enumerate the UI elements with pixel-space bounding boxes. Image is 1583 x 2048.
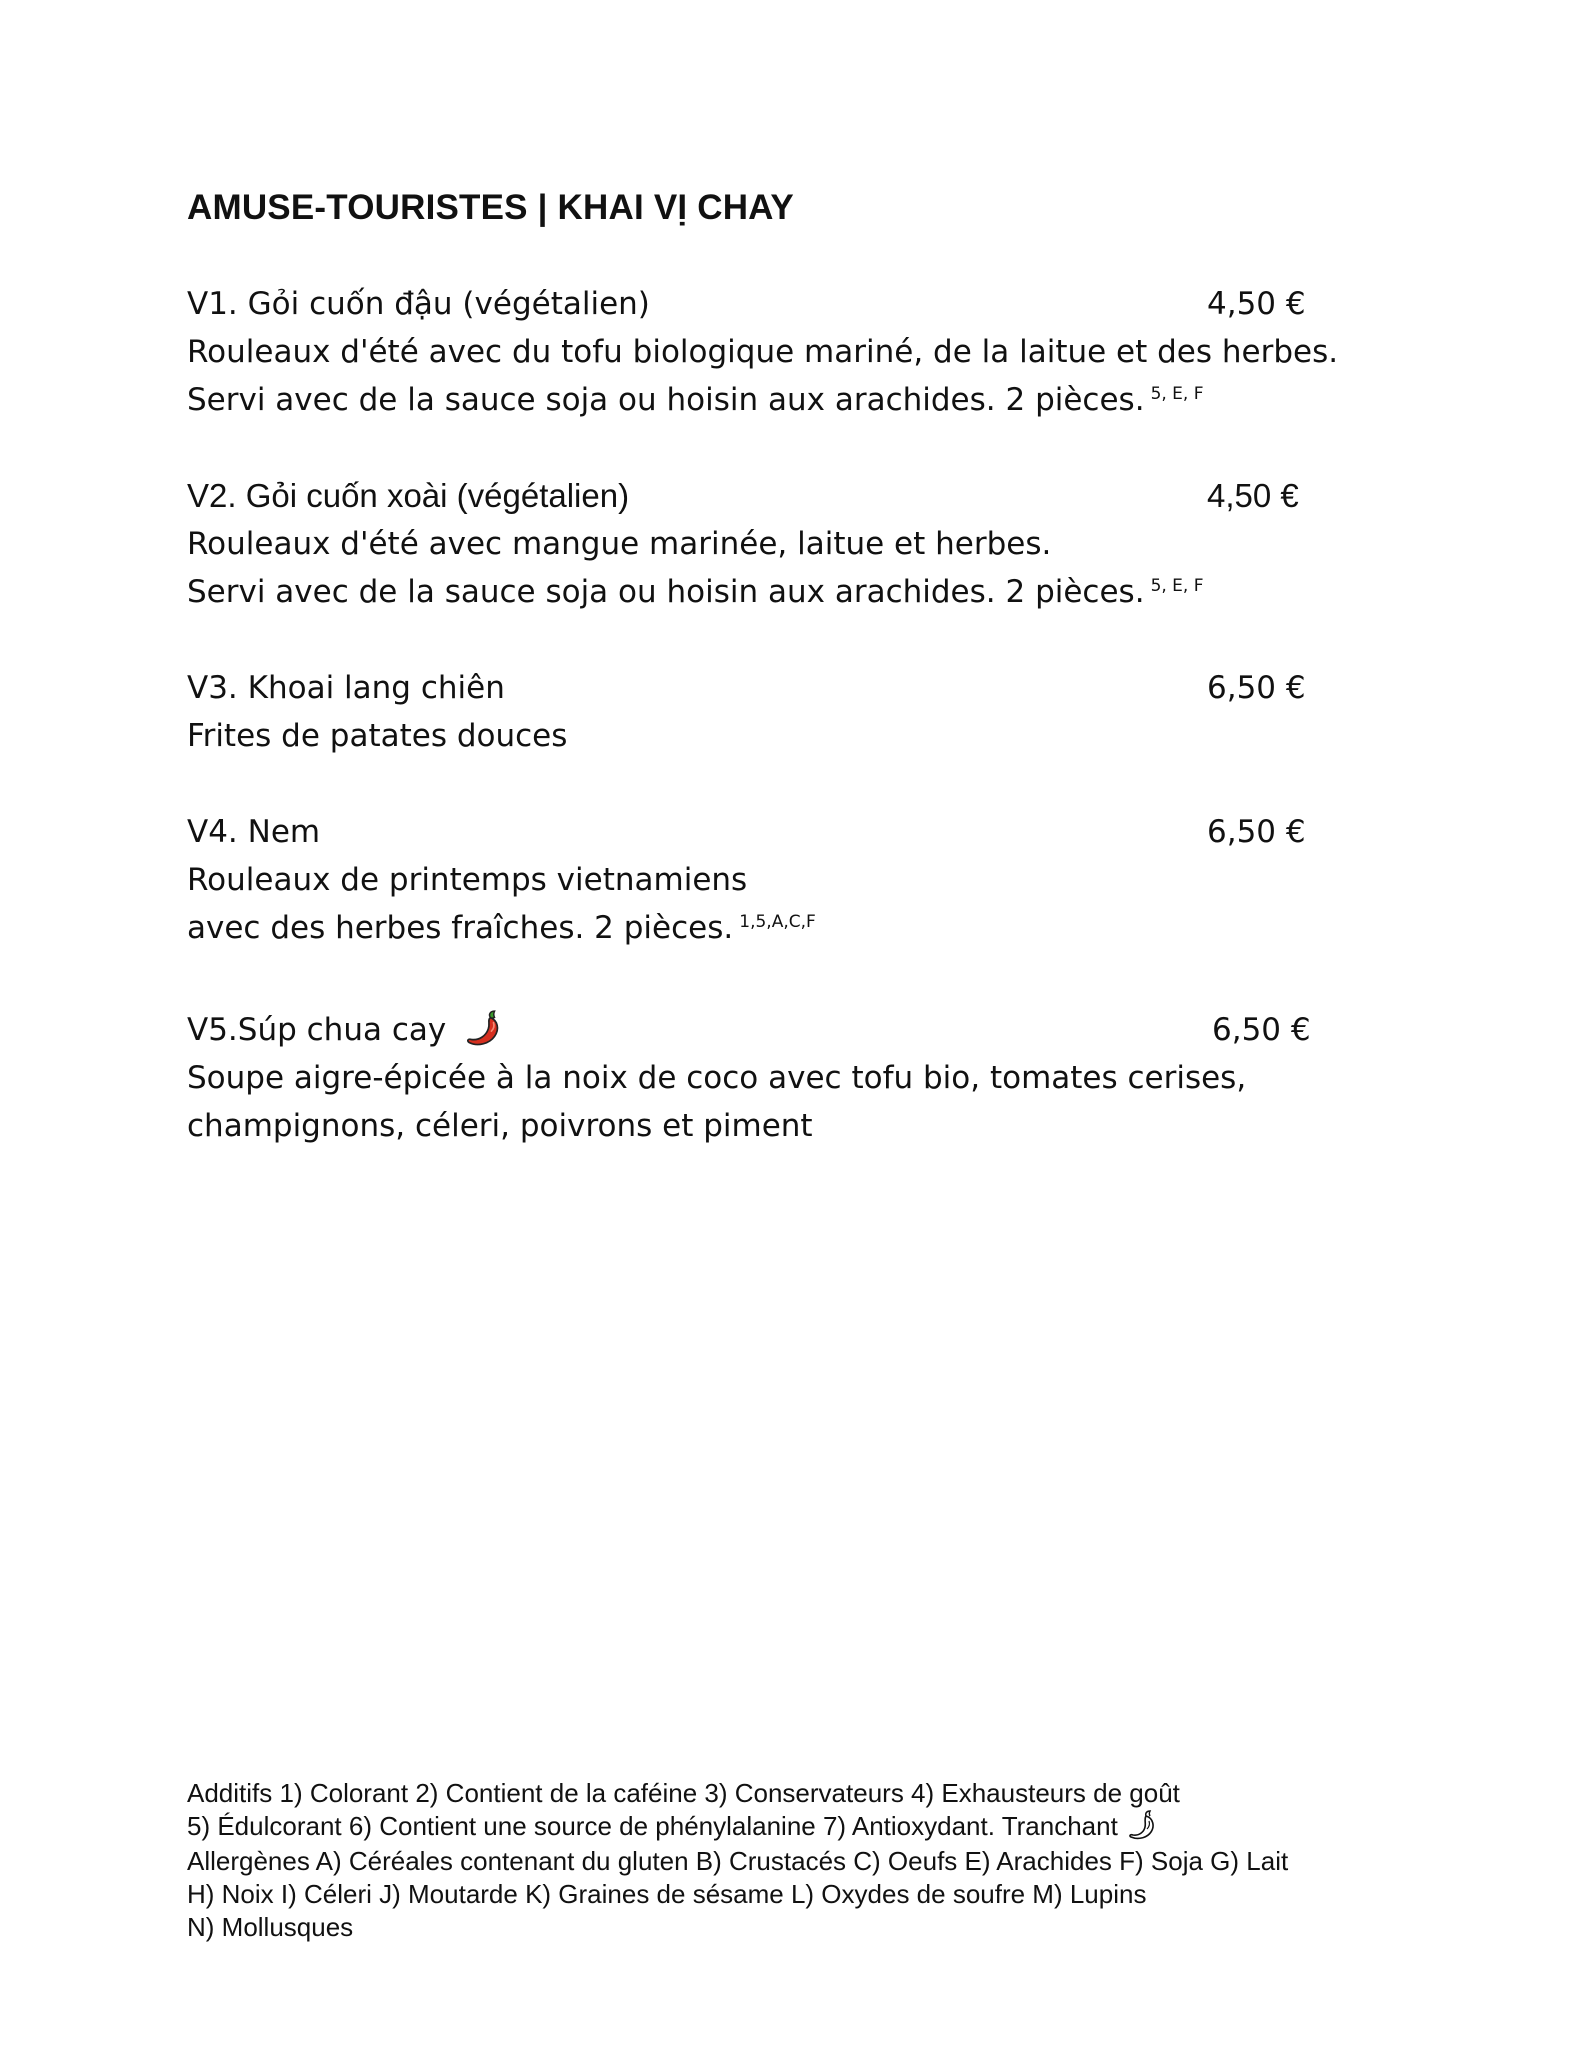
item-name: V4. Nem xyxy=(187,814,321,850)
item-name: V1. Gỏi cuốn đậu (végétalien) xyxy=(187,286,650,322)
item-description: Soupe aigre-épicée à la noix de coco avec tofu bio, tomates cerises, xyxy=(187,1060,1247,1096)
item-name: V2. Gỏi cuốn xoài (végétalien) xyxy=(187,477,630,514)
legend-line-row xyxy=(187,1810,1447,1845)
item-description: champignons, céleri, poivrons et piment xyxy=(187,1108,813,1144)
menu-item-v5 xyxy=(187,1006,1387,1150)
legend-line: Allergènes A) Céréales contenant du gluten B) Crustacés C) Oeufs E) Arachides F) Soja G) Lait xyxy=(187,1846,1289,1877)
item-description: Rouleaux d'été avec mangue marinée, laitue et herbes. xyxy=(187,526,1052,562)
item-description: Rouleaux de printemps vietnamiens xyxy=(187,862,748,898)
allergen-codes: 1,5,A,C,F xyxy=(739,912,816,932)
pepper-outline-icon xyxy=(1124,1808,1158,1842)
page-title: AMUSE-TOURISTES | KHAI VỊ CHAY xyxy=(187,188,794,227)
menu-item-v1 xyxy=(187,280,1387,424)
item-price: 6,50 € xyxy=(1207,670,1306,706)
item-name: V3. Khoai lang chiên xyxy=(187,670,505,706)
menu-item-v3 xyxy=(187,664,1387,760)
item-description: Frites de patates douces xyxy=(187,718,568,754)
item-name: V5.Súp chua cay xyxy=(187,1012,447,1048)
item-price: 4,50 € xyxy=(1207,477,1299,514)
item-description: Servi avec de la sauce soja ou hoisin aux arachides. 2 pièces. xyxy=(187,574,1145,610)
menu-item-v2 xyxy=(187,472,1387,616)
item-description: avec des herbes fraîches. 2 pièces. xyxy=(187,910,734,946)
legend-line: Additifs 1) Colorant 2) Contient de la caféine 3) Conservateurs 4) Exhausteurs de goût xyxy=(187,1778,1180,1808)
item-price: 6,50 € xyxy=(1207,814,1306,850)
menu-item-v4 xyxy=(187,808,1387,952)
allergen-codes: 5, E, F xyxy=(1150,576,1204,596)
chili-pepper-icon xyxy=(462,1008,504,1050)
item-description: Servi avec de la sauce soja ou hoisin aux arachides. 2 pièces. xyxy=(187,382,1145,418)
legend-line: N) Mollusques xyxy=(187,1912,354,1943)
item-description: Rouleaux d'été avec du tofu biologique mariné, de la laitue et des herbes. xyxy=(187,334,1339,370)
legend-line: H) Noix I) Céleri J) Moutarde K) Graines de sésame L) Oxydes de soufre M) Lupins xyxy=(187,1879,1147,1910)
allergen-codes: 5, E, F xyxy=(1150,384,1204,404)
additives-allergens-legend xyxy=(187,1777,1447,1944)
item-price: 6,50 € xyxy=(1212,1012,1311,1048)
legend-line: 5) Édulcorant 6) Contient une source de phénylalanine 7) Antioxydant. Tranchant xyxy=(187,1811,1118,1841)
item-price: 4,50 € xyxy=(1207,286,1306,322)
